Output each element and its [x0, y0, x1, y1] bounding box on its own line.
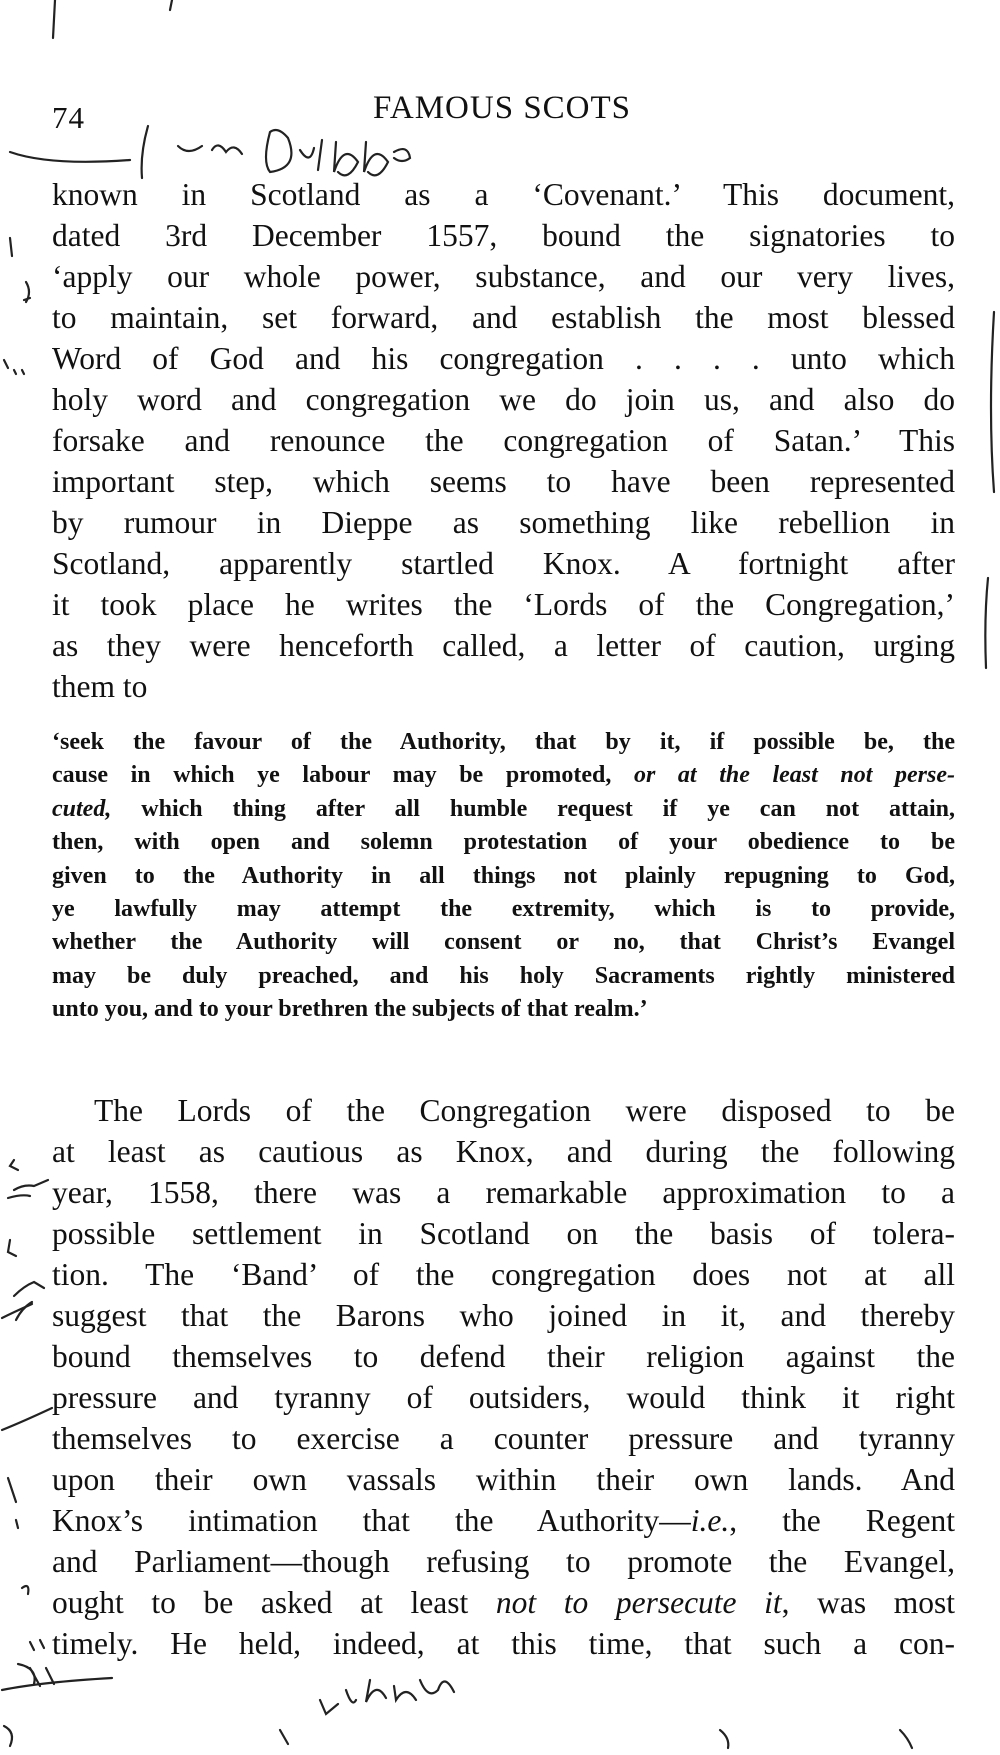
text-line: important step, which seems to have been represented	[52, 464, 955, 499]
text-line: to maintain, set forward, and establish the most blessed	[52, 300, 955, 335]
text-line: at least as cautious as Knox, and during the following	[52, 1134, 955, 1169]
text-line: Scotland, apparently startled Knox. A fortnight after	[52, 546, 955, 581]
text-line: tion. The ‘Band’ of the congregation does not at all	[52, 1257, 955, 1292]
running-head: FAMOUS SCOTS	[372, 90, 632, 126]
text-line: upon their own vassals within their own lands. And	[52, 1462, 955, 1497]
page-header	[52, 90, 952, 140]
text-line: year, 1558, there was a remarkable approximation to a	[52, 1175, 955, 1210]
quote-line: then, with open and solemn protestation of your obedience to be	[52, 829, 955, 856]
text-line: possible settlement in Scotland on the basis of tolera-	[52, 1216, 955, 1251]
quote-emphasis: cuted,	[52, 795, 112, 822]
text-line: pressure and tyranny of outsiders, would think it right	[52, 1380, 955, 1415]
quote-text: which thing after all humble request if ye can not attain,	[141, 795, 956, 822]
page-number: 74	[52, 100, 85, 135]
text-line: forsake and renounce the congregation of Satan.’ This	[52, 423, 955, 458]
text-line: as they were henceforth called, a letter of caution, urging	[52, 628, 955, 663]
text-line: The Lords of the Congregation were disposed to be	[94, 1093, 955, 1128]
text-line: Word of God and his congregation . . . . unto which	[52, 341, 955, 376]
paragraph-1	[52, 174, 955, 707]
text-emphasis: i.e.	[690, 1503, 730, 1538]
quote-line: given to the Authority in all things not plainly repugning to God,	[52, 862, 955, 889]
block-quote	[52, 726, 955, 1027]
quote-line	[52, 759, 955, 792]
text-line: and Parliament—though refusing to promote the Evangel,	[52, 1544, 955, 1579]
text-line: by rumour in Dieppe as something like rebellion in	[52, 505, 955, 540]
quote-text: cause in which ye labour may be promoted,	[52, 762, 612, 789]
text-line: timely. He held, indeed, at this time, that such a con-	[52, 1626, 955, 1661]
quote-line: unto you, and to your brethren the subjects of that realm.’	[52, 996, 648, 1023]
text-line: it took place he writes the ‘Lords of the Congregation,’	[52, 587, 955, 622]
quote-line: ye lawfully may attempt the extremity, which is to provide,	[52, 895, 955, 922]
quote-emphasis: or at the least not perse-	[633, 762, 956, 789]
text-run: ought to be asked at least	[52, 1585, 469, 1620]
text-line: themselves to exercise a counter pressure and tyranny	[52, 1421, 955, 1456]
text-line: bound themselves to defend their religion against the	[52, 1339, 955, 1374]
quote-line: may be duly preached, and his holy Sacraments rightly ministered	[52, 962, 955, 989]
text-line: dated 3rd December 1557, bound the signatories to	[52, 218, 955, 253]
quote-line: whether the Authority will consent or no, that Christ’s Evangel	[52, 929, 955, 956]
text-run: Knox’s intimation that the Authority—	[52, 1503, 691, 1538]
text-line: ‘apply our whole power, substance, and our very lives,	[52, 259, 955, 294]
text-emphasis: not to persecute it	[495, 1585, 782, 1620]
quote-line	[52, 793, 955, 826]
text-line	[52, 1500, 955, 1541]
text-line: holy word and congregation we do join us, and also do	[52, 382, 955, 417]
text-line	[52, 1582, 955, 1623]
text-run: , the Regent	[729, 1503, 955, 1538]
text-run: , was most	[781, 1585, 956, 1620]
quote-line: ‘seek the favour of the Authority, that by it, if possible be, the	[52, 729, 955, 755]
paragraph-2	[52, 1090, 955, 1664]
text-line: them to	[52, 669, 148, 704]
text-line: known in Scotland as a ‘Covenant.’ This document,	[52, 177, 955, 212]
text-line: suggest that the Barons who joined in it, and thereby	[52, 1298, 955, 1333]
